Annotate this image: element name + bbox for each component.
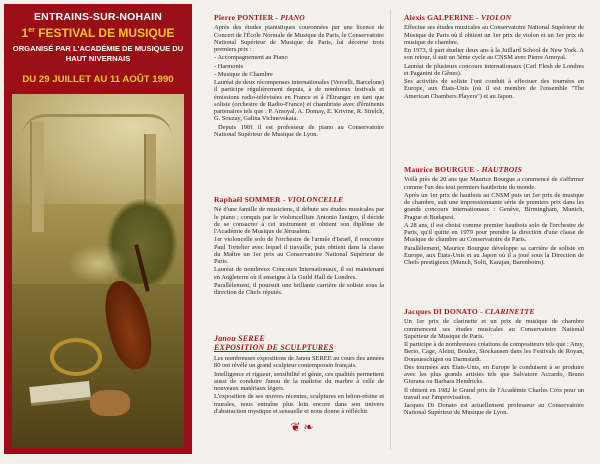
heading-separator: - bbox=[474, 165, 482, 174]
heading-separator: - bbox=[478, 307, 485, 316]
bio-paragraph: A 28 ans, il est choisi comme premier hautbois solo de l'orchestre de Paris, qu'il quitte en 1979 pour prendre la direction d'une classe de Musique de chambre au Conservatoire de Paris. bbox=[404, 221, 584, 244]
festival-number: 1 bbox=[21, 26, 29, 40]
poster-organizer: ORGANISÉ PAR L'ACADÉMIE DE MUSIQUE DU HAUT NIVERNAIS bbox=[12, 44, 184, 63]
artist-name: Pierre PONTIER bbox=[214, 13, 274, 22]
bio-paragraph: Voilà près de 20 ans que Maurice Bourgue a commencé de s'affirmer comme l'un des tout premiers hautboïste du monde. bbox=[404, 176, 584, 191]
bio-paragraph: 1er violoncelle solo de l'orchestre de l'armée d'Israël, il rencontre Paul Tortelier avec lequel il travaille, puis obtient dans la classe du Maître un 1er prix au Conservatoire National Supérieur de Paris. bbox=[214, 236, 384, 265]
bio-paragraph: - Harmonie bbox=[214, 62, 244, 70]
bio-paragraph: - Accompagnement au Piano bbox=[214, 54, 288, 62]
bio-paragraph: Un 1er prix de clarinette et un prix de musique de chambre commencent ses études musicales au Conservatoire National Supérieur de Musique de Paris. bbox=[404, 318, 584, 340]
bio-paragraph: Des tournées aux États-Unis, en Europe le conduisent à se produire avec les plus grands artistes tels que Salvatore Accardo, Bruno Giurana ou Barbara Hendricks. bbox=[404, 363, 584, 386]
bio-paragraph: Ses activités de soliste l'ont conduit à effectuer des tournées en Europe, aux États-Unis (où il est membre de l'ensemble "The American Chambers Players") et au Japon. bbox=[404, 78, 584, 100]
artist-section-seree bbox=[214, 334, 384, 416]
decorative-ornament-icon: ❦ ❧ bbox=[290, 420, 314, 434]
artist-name: Maurice BOURGUE bbox=[404, 165, 475, 174]
poster-painting-instruments bbox=[12, 94, 184, 448]
bio-paragraph: Lauréat de deux récompenses internationales (Vercelli, Barcelone) il participe régulièrement depuis, à de nombreux festivals et émissions radio-télévisées en France et à l'Étranger en tant que soliste (orchestre de Radio-France) et chambriste avec d'éminents partenaires tels que : P. Amoyal, A. Domay, E. Krivine, R. Strelch, G. Souzay, Galina Vichnevskaia. bbox=[214, 79, 384, 123]
bio-paragraph: L'exposition de ses œuvres récentes, sculptures en béton-résine et murales, nous entraîne plus loin encore dans son univers d'abstraction mystique et sensuelle et nous donne à réfléchir. bbox=[214, 393, 384, 415]
bio-paragraph: Lauréat de nombreux Concours Internationaux, il est maintenant en Angleterre où il enseigne à la Guild Hall de Londres. bbox=[214, 266, 384, 281]
artist-section-sommer bbox=[214, 196, 384, 297]
artist-section-galperine bbox=[404, 14, 584, 101]
bio-paragraph: Il obtient en 1982 le Grand prix de l'Académie Charles Cros pour un travail sur l'improvisation. bbox=[404, 386, 584, 401]
artist-instrument: VIOLONCELLE bbox=[287, 195, 344, 204]
bio-paragraph: Les nombreuses expositions de Janou SEREE au cours des années 80 ont révélé un grand sculpteur contemporain français. bbox=[214, 355, 384, 370]
painting-light bbox=[68, 244, 128, 284]
bio-paragraph: Jacques Di Donato est actuellement professeur au Conservatoire National Supérieur de Musique de Lyon. bbox=[404, 402, 584, 417]
column-divider bbox=[390, 10, 391, 450]
artist-instrument: CLARINETTE bbox=[484, 307, 535, 316]
artist-section-pontier bbox=[214, 14, 384, 139]
festival-title-text: FESTIVAL DE MUSIQUE bbox=[38, 26, 175, 40]
poster-town: ENTRAINS-SUR-NOHAIN bbox=[33, 11, 163, 23]
artist-instrument: EXPOSITION DE SCULPTURES bbox=[214, 343, 334, 352]
bio-paragraph: Parallèlement, il poursuit une brillante carrière de soliste sous la direction de Chefs réputés. bbox=[214, 281, 384, 296]
heading-separator: - bbox=[280, 195, 288, 204]
bio-paragraph: En 1973, il part étudier deux ans à la Juillard School de New York. A son retour, il suit un 3ème cycle au CNSM avec Pierre Amoyal. bbox=[404, 47, 584, 62]
artist-heading bbox=[404, 14, 584, 21]
artist-section-di-donato bbox=[404, 308, 584, 418]
bio-paragraph: - Musique de Chambre bbox=[214, 70, 273, 78]
artist-instrument: PIANO bbox=[280, 13, 305, 22]
bio-paragraph: Intelligence et rigueur, sensibilité et génie, ces qualités permettent aussi de conduire Janou de la maîtrise du marbre à celle de nouveaux matériaux légers. bbox=[214, 370, 384, 392]
artist-section-bourgue bbox=[404, 166, 584, 267]
heading-separator: - bbox=[273, 13, 281, 22]
artist-heading bbox=[214, 14, 384, 21]
artist-heading bbox=[214, 334, 384, 352]
bio-paragraph: Il participe à de nombreuses créations de compositeurs tels que : Amy, Berio, Cage, Aleini, Boulez, Stockausen dans les Festivals de Royan, Donaueschigen ou Darmstadt. bbox=[404, 341, 584, 363]
artist-instrument: VIOLON bbox=[481, 13, 512, 22]
artist-name: Janou SEREE bbox=[214, 334, 265, 343]
bio-paragraph: Effectue ses études musicales au Conservatoire National Supérieur de Musique de Paris où il obtient un 1er prix de violon et un 1er prix de musique de chambre. bbox=[404, 24, 584, 46]
bio-paragraph: Né d'une famille de musiciens, il débute ses études musicales par le piano ; conquis par le violoncelliste Antonio Janigro, il décide de se consacrer à cet instrument et obtient son diplôme de l'Académie de Musique de Jérusalem. bbox=[214, 206, 384, 235]
artist-heading bbox=[404, 308, 584, 315]
bio-paragraph: Après un 1er prix de hautbois au CNSM puis un 1er prix de musique de chambre, suit une impressionnante série de premiers prix dans les grands concours internationaux : Genève, Birmingham, Munich, Prague et Budapest. bbox=[404, 191, 584, 221]
artist-name: Jacques DI DONATO bbox=[404, 307, 479, 316]
poster-dates: DU 29 JUILLET AU 11 AOÛT 1990 bbox=[22, 74, 174, 85]
artist-name: Raphaël SOMMER bbox=[214, 195, 281, 204]
heading-separator: - bbox=[474, 13, 482, 22]
poster-festival-title bbox=[4, 26, 192, 40]
artist-heading bbox=[404, 166, 584, 173]
bio-paragraph: Parallèlement, Maurice Bourgue développe sa carrière de soliste en Europe, aux États-Unis et au Japon où il a joué sous la Direction de Chefs prestigieux (Munch, Solti, Karajan, Barenboim). bbox=[404, 244, 584, 266]
bio-paragraph: Lauréat de plusieurs concours internationaux (Carl Flesh de Londres et Paganini de Gênes). bbox=[404, 62, 584, 77]
festival-number-sup: er bbox=[28, 27, 35, 34]
painting-horn bbox=[50, 338, 102, 376]
artist-instrument: HAUTBOIS bbox=[481, 165, 523, 174]
artist-name: Alexis GALPERINE bbox=[404, 13, 475, 22]
artist-heading bbox=[214, 196, 384, 203]
bio-paragraph: Après des études pianistiques couronnées par une licence de Concert de l'École Normale de Musique de Paris, le Conservatoire National Supérieur de Musique de Paris, lui décerne trois premiers prix : bbox=[214, 24, 384, 53]
bio-paragraph: Depuis 1981 il est professeur de piano au Conservatoire National Supérieur de Musique de Lyon. bbox=[214, 123, 384, 138]
painting-drum bbox=[90, 390, 130, 416]
painting-column-left bbox=[30, 122, 44, 232]
festival-poster bbox=[4, 4, 192, 454]
